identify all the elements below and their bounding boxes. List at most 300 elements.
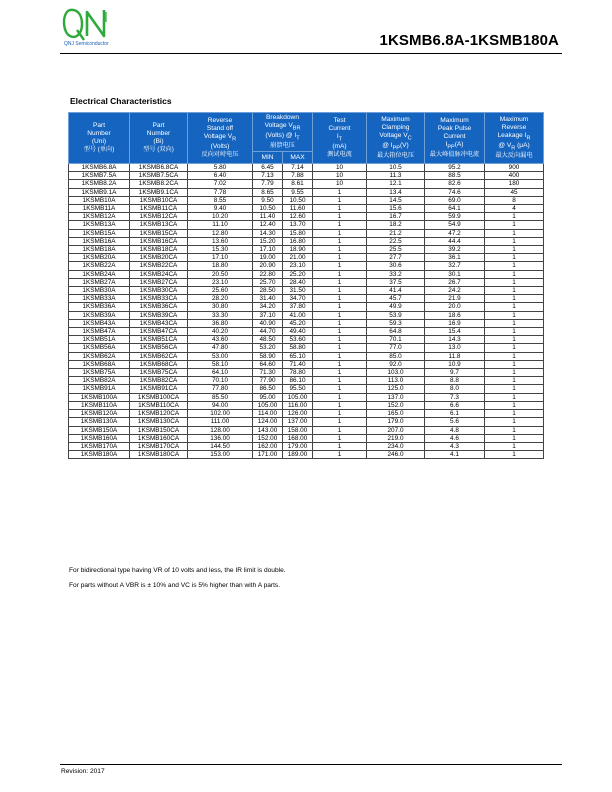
table-cell: 10	[313, 180, 367, 188]
table-cell: 33.30	[188, 311, 253, 319]
table-cell: 1	[485, 213, 544, 221]
table-cell: 77.0	[367, 344, 425, 352]
table-cell: 7.13	[253, 172, 283, 180]
table-cell: 10.20	[188, 213, 253, 221]
table-cell: 171.00	[253, 451, 283, 459]
table-cell: 1	[313, 237, 367, 245]
table-cell: 12.1	[367, 180, 425, 188]
table-cell: 1KSMB24CA	[130, 270, 188, 278]
table-cell: 15.20	[253, 237, 283, 245]
table-cell: 13.0	[425, 344, 485, 352]
table-cell: 1KSMB43A	[69, 319, 130, 327]
table-cell: 95.50	[283, 385, 313, 393]
table-cell: 36.80	[188, 319, 253, 327]
table-cell: 4	[485, 205, 544, 213]
table-cell: 1	[485, 418, 544, 426]
table-cell: 111.00	[188, 418, 253, 426]
table-cell: 28.50	[253, 287, 283, 295]
table-cell: 31.50	[283, 287, 313, 295]
table-cell: 34.20	[253, 303, 283, 311]
table-cell: 70.10	[188, 377, 253, 385]
table-cell: 207.0	[367, 426, 425, 434]
table-cell: 1KSMB110CA	[130, 401, 188, 409]
table-cell: 168.00	[283, 434, 313, 442]
table-cell: 1KSMB91CA	[130, 385, 188, 393]
table-cell: 1KSMB170A	[69, 442, 130, 450]
table-cell: 1KSMB36A	[69, 303, 130, 311]
table-cell: 9.40	[188, 205, 253, 213]
table-cell: 23.10	[283, 262, 313, 270]
table-cell: 1KSMB39CA	[130, 311, 188, 319]
table-cell: 143.00	[253, 426, 283, 434]
table-cell: 152.00	[253, 434, 283, 442]
table-cell: 1	[485, 229, 544, 237]
table-cell: 64.8	[367, 328, 425, 336]
table-cell: 1	[313, 393, 367, 401]
table-cell: 114.00	[253, 410, 283, 418]
table-cell: 21.2	[367, 229, 425, 237]
col-header-breakdown-max: MAX	[283, 152, 313, 164]
col-header-reverse-standoff: Reverse Stand off Voltage $V_R$ (Volts) 反向对峙电压	[188, 113, 253, 164]
table-row	[69, 221, 544, 229]
table-cell: 1KSMB110A	[69, 401, 130, 409]
table-cell: 1KSMB68A	[69, 360, 130, 368]
table-cell: 116.00	[283, 401, 313, 409]
table-cell: 137.0	[367, 393, 425, 401]
table-cell: 1	[485, 287, 544, 295]
table-cell: 58.90	[253, 352, 283, 360]
col-header-peak-pulse-current: Maximum Peak Pulse Current $I_{PP}(A)$ 最大峰值脉冲电流	[425, 113, 485, 164]
table-cell: 1KSMB47A	[69, 328, 130, 336]
table-cell: 15.80	[283, 229, 313, 237]
table-cell: 103.0	[367, 369, 425, 377]
table-cell: 10.50	[283, 196, 313, 204]
table-cell: 30.1	[425, 270, 485, 278]
table-cell: 1KSMB6.8A	[69, 164, 130, 172]
table-cell: 10.5	[367, 164, 425, 172]
table-cell: 22.5	[367, 237, 425, 245]
section-title: Electrical Characteristics	[70, 96, 172, 106]
table-cell: 1	[313, 434, 367, 442]
table-cell: 219.0	[367, 434, 425, 442]
table-cell: 37.5	[367, 278, 425, 286]
table-cell: 4.8	[425, 426, 485, 434]
table-cell: 10	[313, 164, 367, 172]
table-cell: 105.00	[253, 401, 283, 409]
table-cell: 15.30	[188, 246, 253, 254]
table-cell: 69.0	[425, 196, 485, 204]
brand-text: QNJ Semiconductor	[64, 41, 109, 47]
table-row	[69, 434, 544, 442]
table-cell: 53.00	[188, 352, 253, 360]
table-cell: 95.00	[253, 393, 283, 401]
table-cell: 49.40	[283, 328, 313, 336]
table-cell: 1KSMB15A	[69, 229, 130, 237]
table-cell: 1	[313, 303, 367, 311]
col-header-test-current: Test Current $I_T$ (mA) 测试电流	[313, 113, 367, 164]
table-cell: 7.88	[283, 172, 313, 180]
table-row	[69, 352, 544, 360]
notes	[69, 563, 286, 593]
table-cell: 1KSMB180CA	[130, 451, 188, 459]
table-cell: 11.3	[367, 172, 425, 180]
table-cell: 8.55	[188, 196, 253, 204]
table-cell: 1KSMB22CA	[130, 262, 188, 270]
table-cell: 1KSMB68CA	[130, 360, 188, 368]
table-row	[69, 172, 544, 180]
table-cell: 1KSMB75CA	[130, 369, 188, 377]
table-cell: 1	[313, 221, 367, 229]
table-cell: 1KSMB82A	[69, 377, 130, 385]
table-cell: 77.80	[188, 385, 253, 393]
table-cell: 1	[485, 369, 544, 377]
table-cell: 9.7	[425, 369, 485, 377]
table-cell: 1	[485, 410, 544, 418]
table-row	[69, 369, 544, 377]
table-cell: 1KSMB27A	[69, 278, 130, 286]
table-cell: 1KSMB12CA	[130, 213, 188, 221]
table-cell: 32.7	[425, 262, 485, 270]
table-cell: 12.40	[253, 221, 283, 229]
table-cell: 1	[313, 246, 367, 254]
table-cell: 1	[313, 369, 367, 377]
table-cell: 144.50	[188, 442, 253, 450]
revision-text: Revision: 2017	[61, 768, 105, 775]
table-cell: 1KSMB12A	[69, 213, 130, 221]
table-cell: 1KSMB130A	[69, 418, 130, 426]
table-cell: 8.8	[425, 377, 485, 385]
table-cell: 4.1	[425, 451, 485, 459]
table-cell: 1	[485, 246, 544, 254]
table-cell: 6.1	[425, 410, 485, 418]
table-cell: 1KSMB20A	[69, 254, 130, 262]
table-row	[69, 246, 544, 254]
table-cell: 1	[313, 385, 367, 393]
table-cell: 1	[313, 418, 367, 426]
table-row	[69, 328, 544, 336]
table-cell: 136.00	[188, 434, 253, 442]
table-cell: 102.00	[188, 410, 253, 418]
table-cell: 18.90	[283, 246, 313, 254]
table-cell: 85.50	[188, 393, 253, 401]
table-cell: 8	[485, 196, 544, 204]
table-row	[69, 254, 544, 262]
table-cell: 1	[313, 344, 367, 352]
table-cell: 5.6	[425, 418, 485, 426]
table-cell: 34.70	[283, 295, 313, 303]
table-cell: 33.2	[367, 270, 425, 278]
table-cell: 65.10	[283, 352, 313, 360]
note-bidirectional: For bidirectional type having VR of 10 volts and less, the IR limit is double.	[69, 567, 286, 574]
table-cell: 88.5	[425, 172, 485, 180]
table-cell: 28.40	[283, 278, 313, 286]
table-row	[69, 410, 544, 418]
table-cell: 1	[313, 352, 367, 360]
table-cell: 1KSMB47CA	[130, 328, 188, 336]
table-cell: 48.50	[253, 336, 283, 344]
col-header-reverse-leakage: Maximum Reverse Leakage $I_R$ @ $V_R$ (μA) 最大反向漏电	[485, 113, 544, 164]
table-cell: 1	[485, 434, 544, 442]
table-cell: 128.00	[188, 426, 253, 434]
table-cell: 1	[485, 377, 544, 385]
table-cell: 6.40	[188, 172, 253, 180]
table-cell: 113.0	[367, 377, 425, 385]
table-cell: 64.60	[253, 360, 283, 368]
table-cell: 18.80	[188, 262, 253, 270]
table-cell: 11.40	[253, 213, 283, 221]
table-cell: 15.4	[425, 328, 485, 336]
table-cell: 1	[485, 270, 544, 278]
table-cell: 1KSMB43CA	[130, 319, 188, 327]
table-cell: 1KSMB130CA	[130, 418, 188, 426]
table-cell: 1	[313, 213, 367, 221]
table-cell: 1	[313, 451, 367, 459]
table-row	[69, 336, 544, 344]
table-cell: 1KSMB100A	[69, 393, 130, 401]
table-row	[69, 344, 544, 352]
table-cell: 189.00	[283, 451, 313, 459]
table-cell: 1KSMB36CA	[130, 303, 188, 311]
table-cell: 8.65	[253, 188, 283, 196]
table-cell: 30.80	[188, 303, 253, 311]
table-cell: 7.78	[188, 188, 253, 196]
table-cell: 1	[313, 311, 367, 319]
table-cell: 1KSMB150CA	[130, 426, 188, 434]
table-cell: 12.80	[188, 229, 253, 237]
table-cell: 20.0	[425, 303, 485, 311]
table-cell: 7.02	[188, 180, 253, 188]
table-cell: 1	[485, 278, 544, 286]
table-cell: 47.80	[188, 344, 253, 352]
table-cell: 1KSMB16A	[69, 237, 130, 245]
table-cell: 1KSMB33CA	[130, 295, 188, 303]
table-cell: 41.4	[367, 287, 425, 295]
table-cell: 1	[313, 287, 367, 295]
table-cell: 1	[313, 188, 367, 196]
table-cell: 25.60	[188, 287, 253, 295]
table-cell: 49.9	[367, 303, 425, 311]
table-cell: 1KSMB22A	[69, 262, 130, 270]
table-cell: 1KSMB9.1A	[69, 188, 130, 196]
table-cell: 86.10	[283, 377, 313, 385]
col-header-part-bi: Part Number (Bi) 型号 (双向)	[130, 113, 188, 164]
table-cell: 64.10	[188, 369, 253, 377]
table-cell: 20.50	[188, 270, 253, 278]
table-cell: 1KSMB56A	[69, 344, 130, 352]
table-cell: 1KSMB8.2A	[69, 180, 130, 188]
table-cell: 1KSMB13CA	[130, 221, 188, 229]
footer-divider	[60, 764, 562, 765]
table-cell: 1KSMB51CA	[130, 336, 188, 344]
table-cell: 1	[485, 254, 544, 262]
table-cell: 1	[485, 262, 544, 270]
table-cell: 1KSMB170CA	[130, 442, 188, 450]
table-cell: 37.80	[283, 303, 313, 311]
table-cell: 59.9	[425, 213, 485, 221]
table-row	[69, 418, 544, 426]
table-row	[69, 188, 544, 196]
table-cell: 1	[313, 319, 367, 327]
table-cell: 1KSMB30CA	[130, 287, 188, 295]
table-body	[69, 164, 544, 459]
table-cell: 1	[313, 328, 367, 336]
table-cell: 1KSMB9.1CA	[130, 188, 188, 196]
table-cell: 1	[313, 295, 367, 303]
table-cell: 36.1	[425, 254, 485, 262]
table-cell: 40.90	[253, 319, 283, 327]
table-cell: 44.4	[425, 237, 485, 245]
table-cell: 14.3	[425, 336, 485, 344]
document-title: 1KSMB6.8A-1KSMB180A	[379, 32, 559, 49]
table-row	[69, 180, 544, 188]
table-cell: 13.4	[367, 188, 425, 196]
table-cell: 234.0	[367, 442, 425, 450]
table-cell: 44.70	[253, 328, 283, 336]
table-cell: 31.40	[253, 295, 283, 303]
table-cell: 1	[313, 229, 367, 237]
table-cell: 6.45	[253, 164, 283, 172]
table-cell: 1KSMB13A	[69, 221, 130, 229]
table-cell: 1	[485, 385, 544, 393]
table-cell: 1KSMB24A	[69, 270, 130, 278]
table-cell: 1KSMB10CA	[130, 196, 188, 204]
table-cell: 1KSMB51A	[69, 336, 130, 344]
table-cell: 22.80	[253, 270, 283, 278]
table-row	[69, 426, 544, 434]
table-cell: 1	[485, 311, 544, 319]
table-cell: 27.7	[367, 254, 425, 262]
table-cell: 1KSMB18A	[69, 246, 130, 254]
table-cell: 85.0	[367, 352, 425, 360]
table-cell: 53.9	[367, 311, 425, 319]
table-cell: 8.61	[283, 180, 313, 188]
table-cell: 14.30	[253, 229, 283, 237]
table-cell: 1	[485, 303, 544, 311]
table-cell: 1	[313, 426, 367, 434]
table-cell: 58.80	[283, 344, 313, 352]
table-cell: 71.40	[283, 360, 313, 368]
table-cell: 165.0	[367, 410, 425, 418]
table-cell: 70.1	[367, 336, 425, 344]
table-cell: 1KSMB33A	[69, 295, 130, 303]
table-cell: 19.00	[253, 254, 283, 262]
table-cell: 39.2	[425, 246, 485, 254]
table-cell: 95.2	[425, 164, 485, 172]
table-cell: 9.50	[253, 196, 283, 204]
table-cell: 25.70	[253, 278, 283, 286]
table-cell: 14.5	[367, 196, 425, 204]
table-cell: 8.0	[425, 385, 485, 393]
table-cell: 5.80	[188, 164, 253, 172]
table-cell: 13.70	[283, 221, 313, 229]
table-cell: 1	[485, 442, 544, 450]
table-cell: 25.20	[283, 270, 313, 278]
table-row	[69, 451, 544, 459]
table-cell: 1	[485, 393, 544, 401]
table-cell: 900	[485, 164, 544, 172]
table-cell: 1	[313, 254, 367, 262]
table-cell: 1KSMB39A	[69, 311, 130, 319]
table-cell: 17.10	[253, 246, 283, 254]
col-header-clamping-voltage: Maximum Clamping Voltage $V_C$ @ $I_{PP}(V)$ 最大箝位电压	[367, 113, 425, 164]
table-cell: 45	[485, 188, 544, 196]
table-cell: 1KSMB6.8CA	[130, 164, 188, 172]
table-cell: 162.00	[253, 442, 283, 450]
table-cell: 179.00	[283, 442, 313, 450]
table-cell: 41.00	[283, 311, 313, 319]
table-cell: 126.00	[283, 410, 313, 418]
table-cell: 74.6	[425, 188, 485, 196]
table-cell: 1KSMB8.2CA	[130, 180, 188, 188]
table-cell: 11.10	[188, 221, 253, 229]
table-cell: 1	[485, 319, 544, 327]
table-row	[69, 385, 544, 393]
col-header-breakdown-min: MIN	[253, 152, 283, 164]
table-cell: 1KSMB27CA	[130, 278, 188, 286]
table-cell: 7.14	[283, 164, 313, 172]
table-cell: 15.6	[367, 205, 425, 213]
table-row	[69, 377, 544, 385]
table-cell: 7.3	[425, 393, 485, 401]
table-cell: 86.50	[253, 385, 283, 393]
table-cell: 1KSMB15CA	[130, 229, 188, 237]
table-cell: 10	[313, 172, 367, 180]
table-cell: 1KSMB120CA	[130, 410, 188, 418]
table-cell: 137.00	[283, 418, 313, 426]
table-cell: 58.10	[188, 360, 253, 368]
table-cell: 16.9	[425, 319, 485, 327]
table-row	[69, 401, 544, 409]
table-cell: 1	[313, 205, 367, 213]
table-cell: 1	[485, 426, 544, 434]
table-cell: 26.7	[425, 278, 485, 286]
table-cell: 152.0	[367, 401, 425, 409]
table-cell: 1	[485, 401, 544, 409]
table-cell: 1KSMB7.5A	[69, 172, 130, 180]
table-cell: 1	[485, 237, 544, 245]
table-cell: 11.60	[283, 205, 313, 213]
table-cell: 158.00	[283, 426, 313, 434]
table-cell: 1KSMB18CA	[130, 246, 188, 254]
table-cell: 1	[313, 410, 367, 418]
table-cell: 23.10	[188, 278, 253, 286]
table-cell: 1KSMB82CA	[130, 377, 188, 385]
table-cell: 92.0	[367, 360, 425, 368]
table-cell: 94.00	[188, 401, 253, 409]
table-cell: 9.55	[283, 188, 313, 196]
table-cell: 4.6	[425, 434, 485, 442]
table-cell: 1KSMB30A	[69, 287, 130, 295]
table-cell: 53.20	[253, 344, 283, 352]
table-cell: 40.20	[188, 328, 253, 336]
table-cell: 1KSMB160A	[69, 434, 130, 442]
table-cell: 37.10	[253, 311, 283, 319]
table-cell: 1KSMB11CA	[130, 205, 188, 213]
table-cell: 45.20	[283, 319, 313, 327]
table-row	[69, 442, 544, 450]
table-cell: 64.1	[425, 205, 485, 213]
table-cell: 12.60	[283, 213, 313, 221]
table-cell: 1	[313, 196, 367, 204]
table-cell: 6.6	[425, 401, 485, 409]
table-cell: 1	[485, 352, 544, 360]
table-row	[69, 164, 544, 172]
table-cell: 1	[313, 442, 367, 450]
table-cell: 1	[485, 328, 544, 336]
table-cell: 10.9	[425, 360, 485, 368]
table-cell: 16.80	[283, 237, 313, 245]
table-cell: 1	[485, 360, 544, 368]
